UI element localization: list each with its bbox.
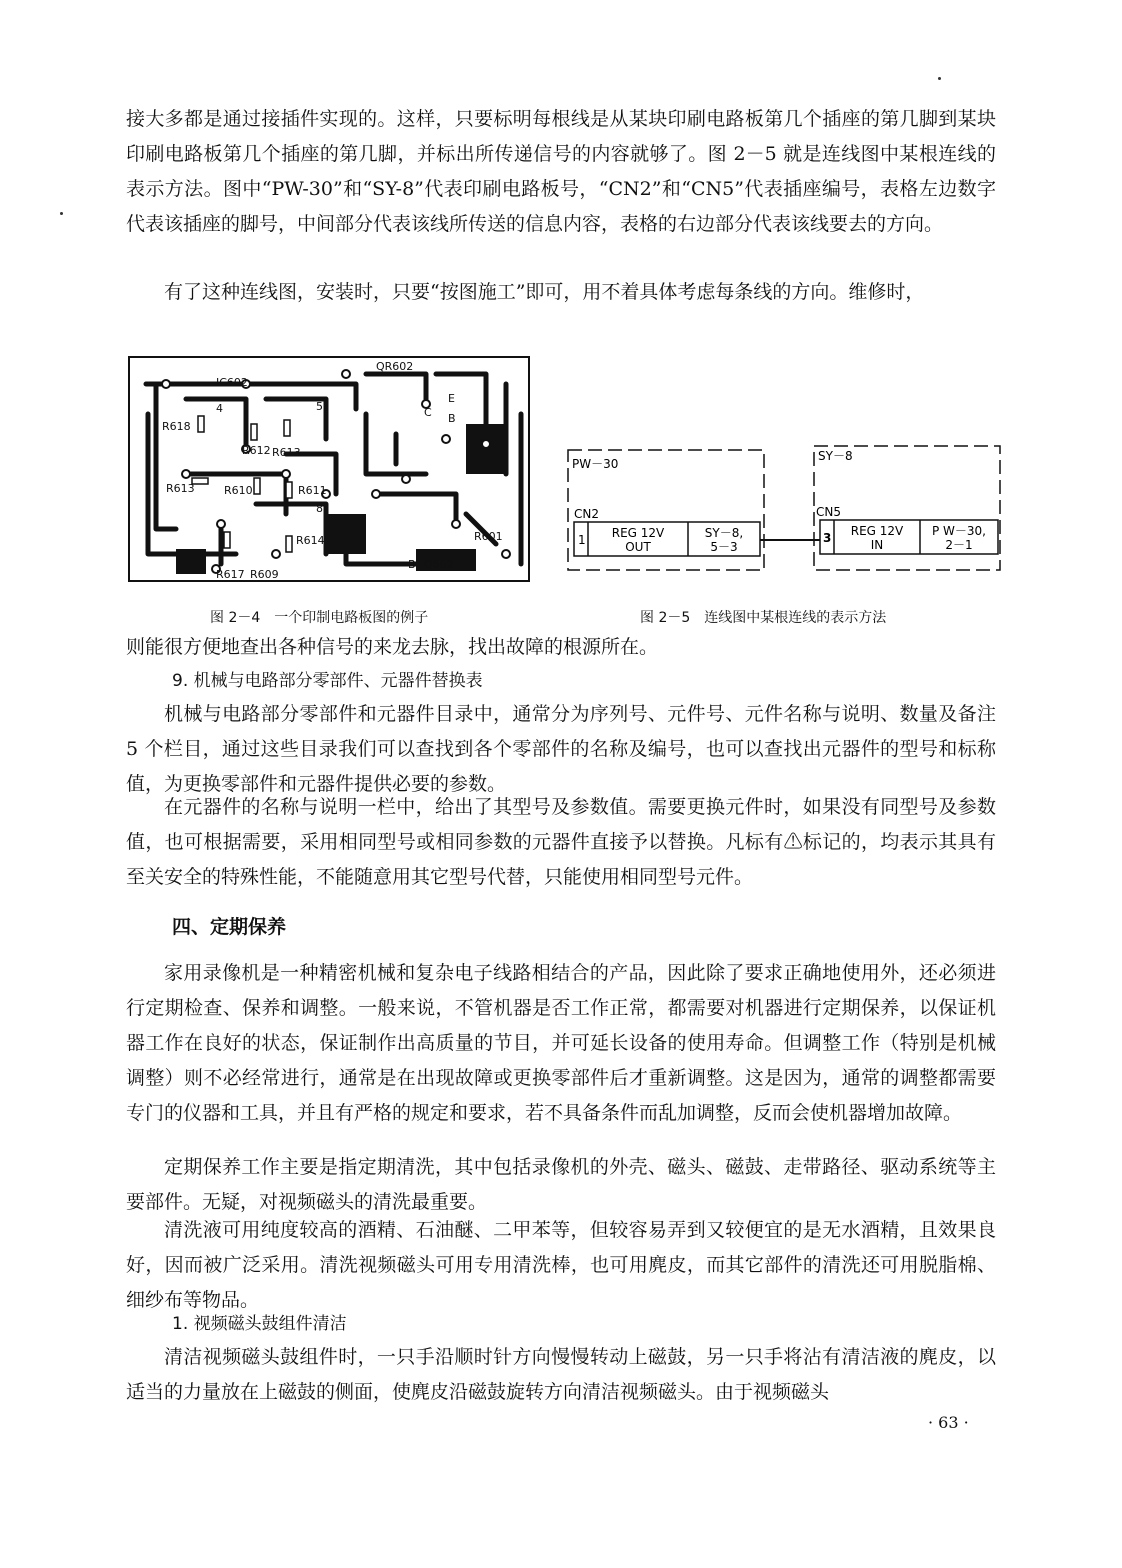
pcb-label-b2: B xyxy=(408,558,416,571)
pcb-label-c: C xyxy=(424,406,432,419)
left-socket-label: CN2 xyxy=(574,507,599,521)
right-signal-line1: REG 12V xyxy=(850,524,904,538)
page-number: · 63 · xyxy=(928,1413,969,1432)
right-signal-line2: IN xyxy=(870,538,884,552)
pcb-label-r617: R617 xyxy=(216,568,245,581)
paragraph-head-drum-procedure: 清洁视频磁头鼓组件时，一只手沿顺时针方向慢慢转动上磁鼓，另一只手将沾有清洁液的麂皮，以适当的力量放在上磁鼓的侧面，使麂皮沿磁鼓旋转方向清洁视频磁头。由于视频磁头 xyxy=(126,1346,996,1403)
pcb-label-r613-b: R613 xyxy=(166,482,195,495)
paragraph-parts-catalog: 机械与电路部分零部件和元器件目录中，通常分为序列号、元件号、元件名称与说明、数量及备注 5 个栏目，通过这些目录我们可以查找到各个零部件的名称及编号，也可以查找出元器件的型号和标称值，为更换零部件和元器件提供必要的参数。 xyxy=(126,703,996,795)
left-board-label: PW－30 xyxy=(572,457,619,471)
right-pin-number: 3 xyxy=(823,531,832,545)
right-socket-label: CN5 xyxy=(816,505,841,519)
pcb-label-r611: R611 xyxy=(298,484,327,497)
paragraph-maintenance-intro: 家用录像机是一种精密机械和复杂电子线路相结合的产品，因此除了要求正确地使用外，还必须进行定期检查、保养和调整。一般来说，不管机器是否工作正常，都需要对机器进行定期保养，以保证机器工作在良好的状态，保证制作出高质量的节目，并可延长设备的使用寿命。但调整工作（特别是机械调整）则不必经常进行，通常是在出现故障或更换零部件后才重新调整。这是因为，通常的调整都需要专门的仪器和工具，并且有严格的规定和要求，若不具备条件而乱加调整，反而会使机器增加故障。 xyxy=(126,962,996,1124)
section-heading-maintenance: 四、定期保养 xyxy=(172,916,287,938)
subheading-parts-replacement: 9. 机械与电路部分零部件、元器件替换表 xyxy=(172,671,483,691)
right-destination-line1: P W－30, xyxy=(931,524,987,538)
left-signal-line2: OUT xyxy=(625,540,651,554)
scan-speck xyxy=(60,212,63,215)
scan-speck xyxy=(938,77,941,80)
paragraph-trace-signals: 则能很方便地查出各种信号的来龙去脉，找出故障的根源所在。 xyxy=(126,636,659,658)
pcb-label-b: B xyxy=(448,412,456,425)
paragraph-component-substitution: 在元器件的名称与说明一栏中，给出了其型号及参数值。需要更换元件时，如果没有同型号及参数值，也可根据需要，采用相同型号或相同参数的元器件直接予以替换。凡标有⚠标记的，均表示其具有至关安全的特殊性能，不能随意用其它型号代替，只能使用相同型号元件。 xyxy=(126,796,996,888)
pcb-label-r610: R610 xyxy=(224,484,253,497)
right-destination-line2: 2－1 xyxy=(945,538,973,552)
pcb-label-r609: R609 xyxy=(250,568,279,581)
pcb-label-8: 8 xyxy=(316,502,323,515)
pcb-label-r612: R612 xyxy=(242,444,271,457)
subheading-head-drum-cleaning: 1. 视频磁头鼓组件清洁 xyxy=(172,1314,347,1334)
pcb-label-5: 5 xyxy=(316,400,323,413)
pcb-label-e: E xyxy=(448,392,455,405)
left-destination-line1: SY－8, xyxy=(704,526,744,540)
pcb-label-r601: R601 xyxy=(474,530,503,543)
left-destination-line2: 5－3 xyxy=(710,540,738,554)
pcb-label-r614: R614 xyxy=(296,534,325,547)
pcb-label-4: 4 xyxy=(216,402,223,415)
figure-2-4-caption: 图 2－4 一个印制电路板图的例子 xyxy=(210,610,429,626)
paragraph-cleaning-scope: 定期保养工作主要是指定期清洗，其中包括录像机的外壳、磁头、磁鼓、走带路径、驱动系统等主要部件。无疑，对视频磁头的清洗最重要。 xyxy=(126,1156,996,1213)
left-signal-line1: REG 12V xyxy=(611,526,665,540)
paragraph-connector-intro: 接大多都是通过接插件实现的。这样，只要标明每根线是从某块印刷电路板第几个插座的第几脚到某块印刷电路板第几个插座的第几脚，并标出所传递信号的内容就够了。图 2－5 就是连线图中某根连线的表示方法。图中“PW-30”和“SY-8”代表印刷电路板号，“CN2”和“CN5”代表插座编号，表格左边数字代表该插座的脚号，中间部分代表该线所传送的信息内容，表格的右边部分代表该线要去的方向。 xyxy=(126,108,996,235)
pcb-figure xyxy=(126,354,532,584)
wiring-figure xyxy=(560,440,1010,580)
paragraph-wiring-diagram-use: 有了这种连线图，安装时，只要“按图施工”即可，用不着具体考虑每条线的方向。维修时， xyxy=(164,281,925,303)
figure-2-5-caption: 图 2－5 连线图中某根连线的表示方法 xyxy=(640,610,887,626)
left-pin-number: 1 xyxy=(578,533,586,547)
pcb-label-q602: Q602 xyxy=(424,558,454,571)
pcb-label-ic602: IC602 xyxy=(216,376,248,389)
pcb-label-qr602: QR602 xyxy=(376,360,414,373)
paragraph-cleaning-liquids: 清洗液可用纯度较高的酒精、石油醚、二甲苯等，但较容易弄到又较便宜的是无水酒精，且效果良好，因而被广泛采用。清洗视频磁头可用专用清洗棒，也可用麂皮，而其它部件的清洗还可用脱脂棉、细纱布等物品。 xyxy=(126,1219,996,1311)
pcb-label-r613: R613 xyxy=(272,446,301,459)
pcb-label-r618: R618 xyxy=(162,420,191,433)
right-board-label: SY－8 xyxy=(818,449,853,463)
